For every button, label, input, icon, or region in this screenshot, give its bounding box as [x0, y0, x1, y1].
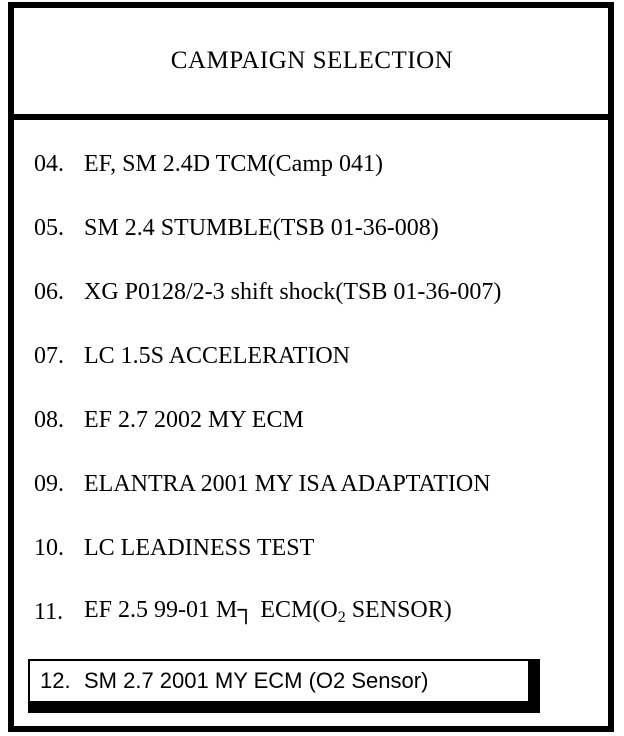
campaign-item-07[interactable]	[14, 324, 608, 388]
campaign-number: 06.	[34, 278, 64, 305]
campaign-number: 10.	[34, 534, 64, 561]
campaign-number: 11.	[34, 598, 64, 625]
subscript-2: 2	[337, 609, 346, 626]
campaign-item-06[interactable]	[14, 260, 608, 324]
campaign-label: SM 2.4 STUMBLE(TSB 01-36-008)	[84, 214, 439, 241]
campaign-list	[14, 120, 608, 726]
campaign-item-10[interactable]	[14, 516, 608, 580]
title-bar	[14, 8, 608, 120]
campaign-item-12-selected[interactable]	[28, 659, 540, 713]
campaign-item-09[interactable]	[14, 452, 608, 516]
campaign-number: 08.	[34, 406, 64, 433]
campaign-selection-window	[8, 2, 614, 732]
campaign-number: 05.	[34, 214, 64, 241]
campaign-label: EF 2.7 2002 MY ECM	[84, 406, 304, 433]
campaign-item-08[interactable]	[14, 388, 608, 452]
campaign-number: 12.	[40, 668, 71, 693]
campaign-number: 09.	[34, 470, 64, 497]
campaign-number: 04.	[34, 150, 64, 177]
campaign-number: 07.	[34, 342, 64, 369]
campaign-item-05[interactable]	[14, 196, 608, 260]
campaign-label: EF, SM 2.4D TCM(Camp 041)	[84, 150, 383, 177]
campaign-label: ELANTRA 2001 MY ISA ADAPTATION	[84, 470, 491, 497]
campaign-label: LC LEADINESS TEST	[84, 534, 315, 561]
campaign-item-11[interactable]	[14, 580, 608, 644]
campaign-item-04[interactable]	[14, 132, 608, 196]
campaign-label-text: EF 2.5 99-01 M┐ ECM(O	[84, 597, 338, 623]
window-title: CAMPAIGN SELECTION	[170, 47, 454, 74]
campaign-label: LC 1.5S ACCELERATION	[84, 342, 351, 369]
campaign-label: XG P0128/2-3 shift shock(TSB 01-36-007)	[84, 278, 502, 305]
campaign-label: SM 2.7 2001 MY ECM (O2 Sensor)	[84, 668, 429, 693]
campaign-label	[84, 597, 452, 627]
campaign-label-text-end: SENSOR)	[345, 597, 452, 623]
